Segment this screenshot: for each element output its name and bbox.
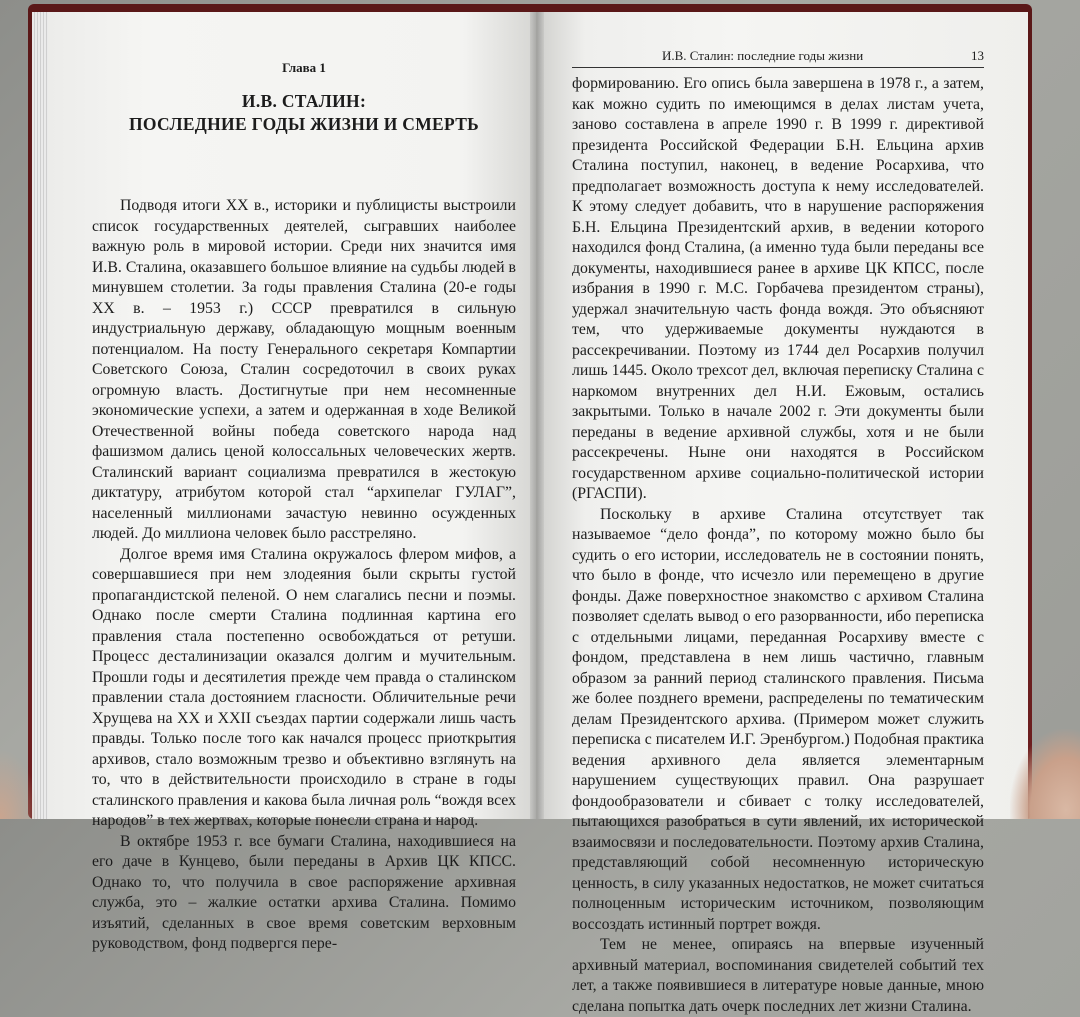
left-page xyxy=(48,12,536,952)
right-page-body xyxy=(572,74,984,1017)
paragraph: Поскольку в архиве Сталина отсутствует так называемое “дело фонда”, по которому можно было бы судить о его истории, исследователь не в состоянии понять, что было в фонде, что исчезло или перемещено в другие фонды. Даже поверхностное знакомство с архивом Сталина позволяет сделать вывод о его разорванности, ибо переписка с отдельными лицами, переданная Росархиву вместе с фондом, представлена в нем лишь частично, главным образом за ранний период сталинского правления. Письма же более позднего времени, распределены по тематическим делам Президентского архива. (Примером может служить переписка с писателем И.Г. Эренбургом.) Подобная практика ведения архивного дела является элементарным нарушением существующих правил. Она разрушает фондообразователи и сбивает с толку исследователей, пытающихся разобраться в сути явлений, их исторической взаимосвязи и последовательности. Поэтому архив Сталина, представляющий собой несомненную историческую ценность, в силу указанных недостатков, не может считаться полноценным историческим источником, позволяющим воссоздать истинный портрет вождя. xyxy=(572,505,984,933)
left-page-body xyxy=(92,196,516,955)
chapter-title-line-1: И.В. СТАЛИН: xyxy=(241,91,367,111)
paragraph: формированию. Его опись была завершена в 1978 г., а затем, как можно судить по имеющимся в делах листам учета, заново составлена в апреле 1990 г. В 1999 г. директивой президента Российской Федерации Б.Н. Ельцина архив Сталина поступил, наконец, в ведение Росархива, что предполагает возможность доступа к нему исследователей. К этому следует добавить, что в нарушение распоряжения Б.Н. Ельцина Президентский архив, в ведении которого находился фонд Сталина, (а именно туда были переданы все документы, находившиеся ранее в архиве ЦК КПСС, после избрания в 1990 г. М.С. Горбачева президентом страны), удержал значительную часть фонда вождя. Это объясняют тем, что удерживаемые документы нуждаются в рассекречивании. Поэтому из 1744 дел Росархив получил лишь 1445. Около трехсот дел, включая переписку Сталина с наркомом внутренних дел Н.И. Ежовым, остались закрытыми. Только в начале 2002 г. Эти документы были переданы в ведение архивной службы, хотя и не были рассекречены. Ныне они находятся в Российском государственном архиве социально-политической истории (РГАСПИ). xyxy=(572,75,984,502)
chapter-title-line-2: ПОСЛЕДНИЕ ГОДЫ ЖИЗНИ И СМЕРТЬ xyxy=(128,114,480,134)
right-page xyxy=(536,12,1028,1015)
chapter-title xyxy=(92,90,516,136)
paragraph: Подводя итоги XX в., историки и публицисты выстроили список государственных деятелей, сыгравших наиболее важную роль в мировой истории. Среди них значится имя И.В. Сталина, оказавшего большое влияние на судьбы людей в минувшем столетии. За годы правления Сталина (20-е годы XX в. – 1953 г.) СССР превратился в сильную индустриальную державу, обладающую мощным военным потенциалом. На посту Генерального секретаря Компартии Советского Союза, Сталин сосредоточил в своих руках огромную власть. Достигнутые при нем несомненные экономические успехи, а затем и одержанная в ходе Великой Отечественной войны победа советского народа над фашизмом дались ценой колоссальных человеческих жертв. Сталинский вариант социализма превратился в жестокую диктатуру, атрибутом которой стал “архипелаг ГУЛАГ”, населенный миллионами зачастую невинно осужденных людей. До миллиона человек было расстреляно. xyxy=(92,197,516,542)
right-thumb xyxy=(1010,729,1080,819)
left-thumb xyxy=(0,749,40,819)
paragraph: Долгое время имя Сталина окружалось флером мифов, а совершавшиеся при нем злодеяния были скрыты густой пропагандистской пеленой. О нем слагались песни и поэмы. Однако после смерти Сталина подлинная картина его правления стала постепенно освобождаться от ретуши. Процесс десталинизации оказался долгим и мучительным. Прошли годы и десятилетия прежде чем правда о сталинском правлении стала достоянием гласности. Обличительные речи Хрущева на XX и XXII съездах партии содержали лишь часть правды. Только после того как начался процесс приоткрытия архивов, стало возможным трезво и объективно взглянуть на то, что в действительности происходило в стране в годы сталинского правления и какова была личная роль “вождя всех народов” в тех жертвах, которые понесли страна и народ. xyxy=(92,545,516,829)
running-head-title: И.В. Сталин: последние годы жизни xyxy=(662,48,864,63)
paragraph: Тем не менее, опираясь на впервые изученный архивный материал, воспоминания свидетелей событий тех лет, а также появившиеся в литературе новые данные, мною сделана попытка дать очерк последних лет жизни Сталина. xyxy=(572,936,984,1015)
book-gutter xyxy=(530,12,544,819)
page-number: 13 xyxy=(971,48,984,63)
paragraph: В октябре 1953 г. все бумаги Сталина, находившиеся на его даче в Кунцево, были переданы в Архив ЦК КПСС. Однако то, что получила в свое распоряжение архивная служба, это – жалкие остатки архива Сталина. Помимо изъятий, сделанных в свое время советским верховным руководством, фонд подвергся пере- xyxy=(92,832,516,952)
running-head xyxy=(572,48,984,68)
chapter-label: Глава 1 xyxy=(282,60,326,75)
